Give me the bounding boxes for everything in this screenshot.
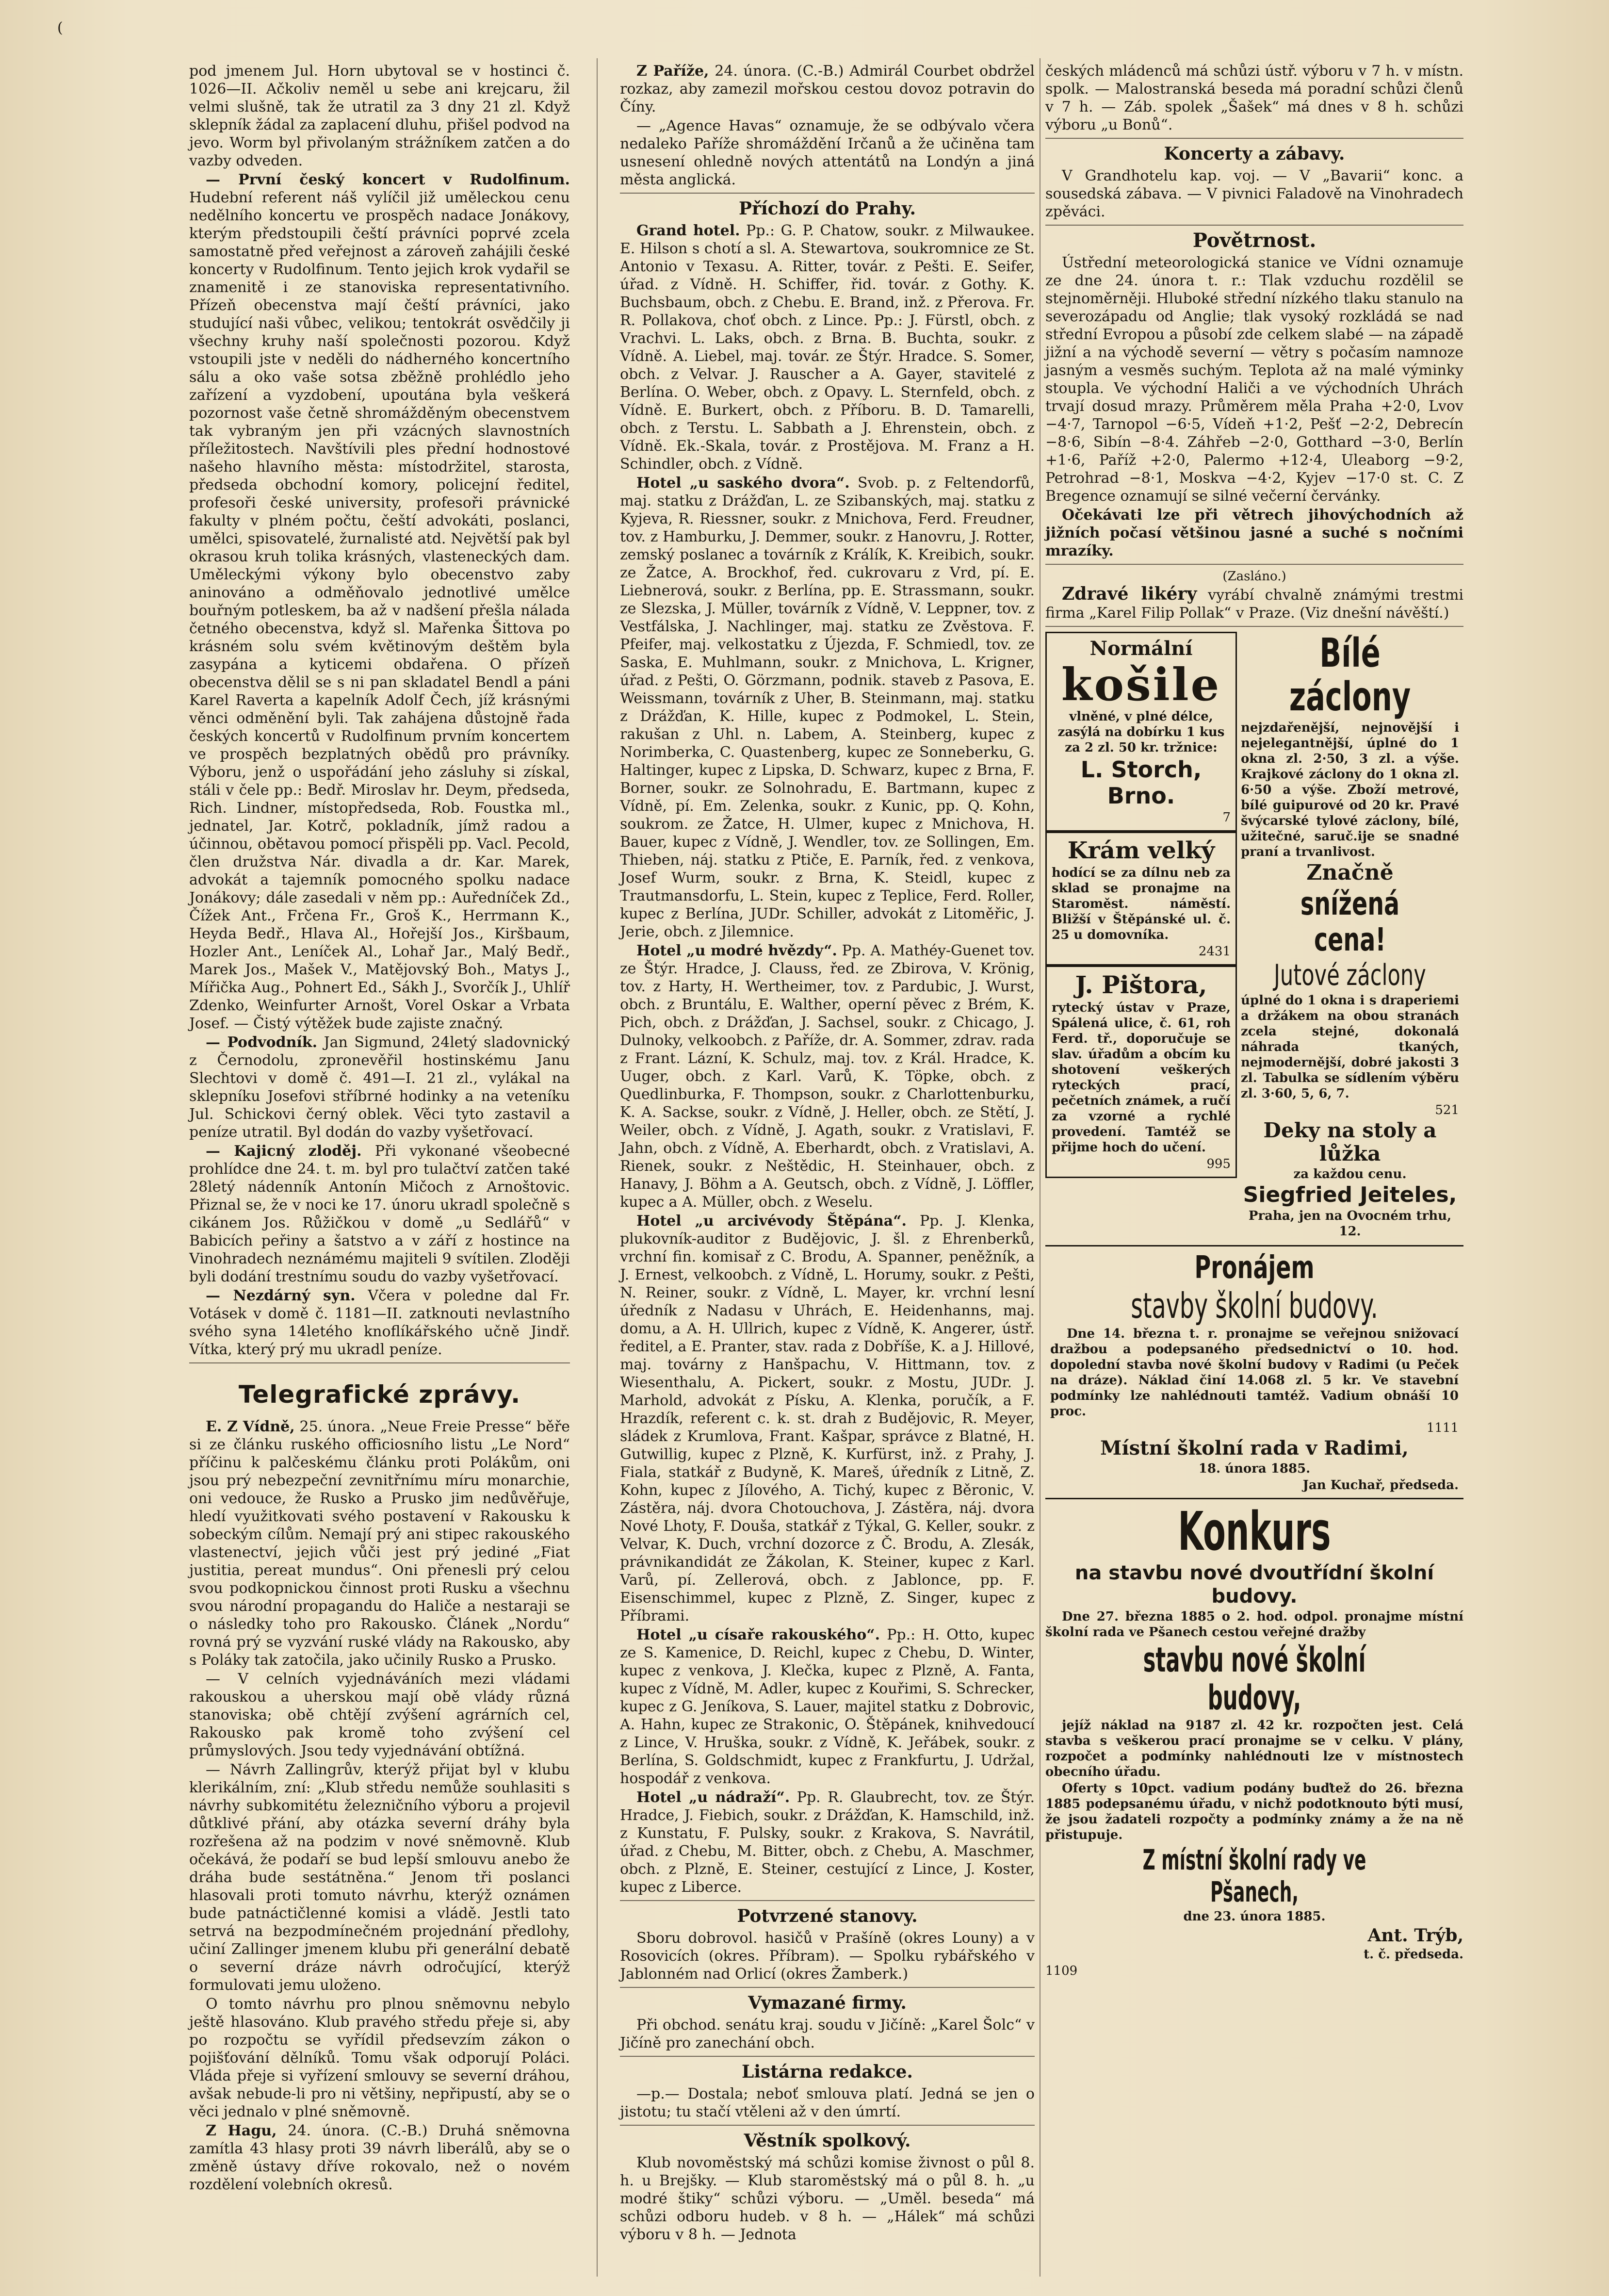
ad-kram: [1045, 832, 1237, 966]
tele-paris: [620, 62, 1035, 116]
ad-zaclony-jutove-body: úplné do 1 okna i s draperiemi a držákem na obou stranách zcela stejné, dokonalá náhrada tkaných, nejmodernější, dobré jakosti 3 zl. Tabulka se sídlením výběru zl. 3·60, 5, 6, 7.: [1241, 993, 1459, 1101]
ad-konkurs-stavbu: stavbu nové školní budovy,: [1143, 1640, 1366, 1718]
ad-zaclony-cena: za každou cenu.: [1293, 1167, 1407, 1181]
hotel-arcivevody-text: Pp. J. Klenka, plukovník-auditor z Budějovic, J. šl. z Ehrenberků, vrchní fin. komisař z C. Brodu, A. Spanner, peněžník, a J. Ernest, velkoobch. z Vídně, L. Horumy, soukr. z Pešti, N. Reiner, soukr. z Vídně, L. Mayer, kr. vrchní lesní úředník z Nadasu v Uhrách, E. Heidenhanns, maj. domu, a A. H. Ullrich, kupec z Vídně, K. Angerer, ústř. ředitel, a E. Pranter, stav. rada z Dobříše, K. a J. Hillové, maj. továrny z Hanšpachu, V. Hittmann, tov. z Wiesenthalu, A. Pickert, soukr. z Mostu, JUDr. J. Marhold, advokát z Písku, A. Klenka, poručík, a F. Hrazdík, referent c. k. st. drah z Budějovic, R. Meyer, sládek z Krumlova, Frant. Kašpar, správce z Blatné, H. Gutwillig, kupec z Plzně, K. Kurfürst, inž. z Prahy, J. Fiala, statkář z Budyně, K. Mareš, úředník z Litně, Z. Kohn, kupec z Jílového, A. Tichý, kupec z Běronic, V. Zástěra, náj. dvora Chotouchova, J. Zástěra, náj. dvora Nové Lhoty, F. Douša, statkář z Týkal, G. Keller, soukr. z Velvar, K. Duch, vrchní dozorce z Č. Brodu, A. Zlesák, právnikandidát ze Žákolan, K. Steiner, kupec z Karl. Varů, pí. Zellerová, obch. z Jablonce, pp. F. Eisenschimmel, kupec z Plzně, Z. Singer, kupec z Příbrami.: [620, 1213, 1035, 1624]
zaslano-label: (Zasláno.): [1222, 569, 1286, 584]
ad-pistora-title: J. Pištora,: [1075, 970, 1207, 999]
divider: [1045, 564, 1463, 565]
ad-konkurs-rada-wrap: [1045, 1844, 1463, 1908]
article-podvodnik-lead: — Podvodník.: [206, 1034, 318, 1051]
ad-kosile-num: 7: [1222, 810, 1231, 825]
hotel-nadrazi-text: Pp. R. Glaubrecht, tov. ze Štýr. Hradce, J. Fiebich, soukr. z Drážďan, K. Hamschild, inž. z Kunstatu, F. Pulsky, soukr. z Krakova, S. Navrátil, úřad. z Chebu, M. Bitter, obch. z Chebu, A. Maschmer, obch. z Plzně, E. Steiner, cestující z Lince, J. Koster, kupec z Liberce.: [620, 1789, 1035, 1896]
zaslano-text: [1045, 585, 1463, 622]
ad-zaclony: [1241, 632, 1459, 1240]
hotel-cisare-text: Pp.: H. Otto, kupec ze S. Kamenice, D. Reichl, kupec z Chebu, D. Winter, kupec z venkova, J. Klečka, kupec z Plzně, A. Fanta, kupec z Vídně, M. Adler, kupec z Kouřimi, S. Schrecker, kupec z G. Jeníkova, S. Lauer, majitel statku z Dobrovic, A. Hahn, kupec ze Strakonic, O. Štěpánek, knihvedoucí z Lince, V. Hruška, soukr. z Vídně, K. Jeřábek, soukr. z Berlína, S. Goldschmidt, kupec z Frankfurtu, J. Udržal, hospodář z venkova.: [620, 1626, 1035, 1787]
ad-zaclony-address: Praha, jen na Ovocném trhu, 12.: [1248, 1209, 1452, 1239]
article-podvodnik-text: Jan Sigmund, 24letý sladovnický z Černodolu, zpronevěřil hostinskému Janu Slechtovi v domě č. 491—I. 21 zl., vylákal na sklepníku Josefovi stříbrné hodinky a na veteníku Jul. Schickovi černý oblek. Věci tyto zastavil a peníze utratil. Byl dodán do vazby vyšetřovací.: [189, 1034, 570, 1141]
article-horn: pod jmenem Jul. Horn ubytoval se v hostinci č. 1026—II. Ačkoliv neměl u sebe ani krejcaru, žil velmi slušně, tak že utratil za 3 dny 21 zl. Když sklepník žádal za zaplacení dluhu, přišel podvod na jevo. Worm byl přivolaným strážníkem zatčen a do vazby odveden.: [189, 63, 570, 169]
hotel-arcivevody-lead: Hotel „u arcivévody Štěpána“.: [636, 1213, 907, 1230]
tele-vienna-text: 25. února. „Neue Freie Presse“ běře si ze článku ruského officiosního listu „Le Nord“ příčinu k palčeskému článku proti Polákům, oni jsou prý nebezpeční zevnitřnímu míru monarchie, oni vedouce, že Rusko a Prusko jim nedůvěřuje, hledí využitkovati svého postavení v Rakousku k sobeckým cílům. Nemají prý ani stipec rakouského vlastenectví, jejich vůči jest prý jediné „Fiat justitia, pereat mundus“. Oni přenesli prý celou svou podkopnickou činnost proti Rusku a všechnu svou národní propagandu do Haliče a nestaraji se o následky toho pro Rakousko. Článek „Nordu“ rovná prý se vyzvání ruské vlády na Rakousko, aby s Poláky tak zatočila, jako učinily Rusko a Prusko.: [189, 1418, 570, 1669]
section-title-koncerty: Koncerty a zábavy.: [1164, 144, 1345, 164]
hotel-modre-lead: Hotel „u modré hvězdy“.: [636, 942, 837, 959]
ad-kosile-body: vlněné, v plné délce, zasýlá na dobírku 1 kus za 2 zl. 50 kr. tržnice:: [1057, 709, 1225, 755]
hotel-cisare: [620, 1626, 1035, 1788]
ad-pronajem-body: Dne 14. března t. r. pronajme se veřejnou snižovací dražbou a podepsaného předsednictví o 10. hod. dopolední stavba nové školní budovy v Radimi (u Peček na dráze). Náklad činí 14.068 zl. 5 kr. Ve stavební podmínky lze nahlédnouti tamtéž. Vadium obnáší 10 proc.: [1050, 1327, 1459, 1419]
hotel-modre-hvezdy: [620, 942, 1035, 1211]
ad-pronajem-signature: Jan Kuchař, předseda.: [1302, 1478, 1459, 1492]
vestnik-continued: českých mládenců má schůzi ústř. výboru v 7 h. v místn. spolk. — Malostranská beseda má poradní schůzi členů v 7 h. — Záb. spolek „Šašek“ má dnes v 8 h. schůzi výboru „u Bonů“.: [1045, 63, 1463, 133]
divider: [620, 193, 1035, 194]
hotel-arcivevody: [620, 1212, 1035, 1625]
tele-hague-lead: Z Hagu,: [206, 2122, 277, 2139]
tele-zallinger: — Návrh Zallingrův, kterýž přijat byl v klubu klerikálním, zní: „Klub středu nemůže souhlasiti s návrhy subkomitétu železničního výboru a projevil důtklivé přání, aby otázka severní dráhy byla rozřešena až na podzim v nové sněmovně. Klub očekává, že podaří se bud lepší smlouvu anebo že dráha bude sestátněna.“ Jenom tři poslanci hlasovali proti tomuto návrhu, kterýž oznámen bude patnáctičlenné komisi a vládě. Jestli tato setrvá na bezpodmínečném projednání předlohy, učiní Zallinger jmenem klubu při generální debatě o severní dráze návrh odročující, kterýž formulovati jemu uloženo.: [189, 1761, 570, 1994]
ad-zaclony-znacne: Značně: [1306, 860, 1394, 885]
ad-zaclony-title-wrap: [1241, 632, 1459, 719]
ad-zaclony-body: nejzdařenější, nejnovější i nejelegantnější, úplné do 1 okna zl. 2·50, 3 zl. a výše. Krajkové záclony do 1 okna zl. 6·50 a výše. Zboží metrové, bílé guipurové od 20 kr. Pravé švýcarské tylové záclony, bílé, užitečné, saruč.ije se snadné praní a trvanlivost.: [1241, 721, 1459, 859]
ad-konkurs-date: dne 23. února 1885.: [1183, 1909, 1326, 1924]
ad-konkurs-num: 1109: [1045, 1964, 1078, 1978]
tele-vienna: [189, 1418, 570, 1669]
hotel-grand-text: Pp.: G. P. Chatow, soukr. z Milwaukee. E. Hilson s chotí a sl. A. Stewartova, soukromnice ze St. Antonio v Texasu. A. Ritter, továr. z Pešti. E. Seifer, úřad. z Vídně. H. Schiffer, řid. továr. z Gothy. K. Buchsbaum, obch. z Chebu. E. Brand, inž. z Přerova. Fr. R. Pollakova, choť obch. z Lince. Pp.: J. Fürstl, obch. z Vrachvi. L. Laks, obch. z Brna. B. Buchta, soukr. z Vídně. A. Liebel, maj. továr. ze Štýr. Hradce. S. Somer, obch. z Velvar. J. Rauscher a A. Gayer, stavitelé z Berlína. O. Weber, obch. z Opavy. L. Sternfeld, obch. z Vídně. E. Burkert, obch. z Příboru. B. D. Tamarelli, obch. z Terstu. L. Sabbath a J. Ehrenstein, obch. z Vídně. Ek.-Skala, továr. z Prostějova. M. Franz a H. Schindler, obch. z Vídně.: [620, 222, 1035, 473]
zaslano-body: vyrábí chvalně známými trestmi firma „Karel Filip Pollak“ v Praze. (Viz dnešní návěští.): [1045, 587, 1463, 622]
ad-kram-title: Krám velký: [1067, 837, 1215, 864]
tele-klub: O tomto návrhu pro plnou sněmovnu nebylo ještě hlasováno. Klub pravého středu přeje si, aby po rozpočtu se vyřídil předsevzím zákon o pojišťování dělníků. Tomu však odporují Poláci. Vláda přeje si vyřízení smlouvy se severní dráhou, avšak nebude-li pro ni většiny, nepřipustí, aby se o věci jednalo v plné sněmovně.: [189, 1996, 570, 2120]
section-title-vestnik: Věstník spolkový.: [744, 2131, 911, 2151]
ad-kosile-title1: Normální: [1089, 637, 1193, 660]
article-koncert: [189, 171, 570, 1033]
column-2: [620, 62, 1035, 2245]
margin-mark: (: [57, 19, 63, 36]
ad-pronajem-title: Pronájem: [1194, 1250, 1315, 1286]
tele-cla: — V celních vyjednáváních mezi vládami rakouskou a uherskou mají obě vlády různá stanoviska; obě chtějí zvýšení agrárních cel, Rakousko pak kromě toho zvýšení cel průmyslových. Jsou tedy vyjednávání obtížná.: [189, 1671, 570, 1759]
vestnik-text: Klub novoměstský má schůzi komise živnost o půl 8. h. u Brejšky. — Klub staroměstský má o půl 8. h. „u modré štiky“ schůzi výboru. — „Uměl. beseda“ má schůzi odboru hudeb. v 8 h. — „Hálek“ má schůzi výboru v 8 h. — Jednota: [620, 2154, 1035, 2243]
ad-pronajem-subtitle: stavby školní budovy.: [1131, 1285, 1378, 1326]
article-zlodej: [189, 1142, 570, 1286]
ad-pronajem: [1045, 1245, 1463, 1499]
ad-kram-body: hodící se za dílnu neb za sklad se pronajme na Staroměst. náměstí. Bližší v Štěpánské ul. č. 25 u domovníka.: [1052, 866, 1231, 942]
ad-zaclony-num: 521: [1435, 1103, 1459, 1117]
firmy-text: Při obchod. senátu kraj. soudu v Jičíně: „Karel Šolc“ v Jičíně pro zanechání obch.: [620, 2017, 1035, 2051]
hotel-saskeho-text: Svob. p. z Feltendorfů, maj. statku z Drážďan, L. ze Szibanských, maj. statku z Kyjeva, R. Riessner, soukr. z Mnichova, Ferd. Freudner, tov. z Hamburku, J. Demmer, soukr. z Hanovru, J. Rotter, zemský poslanec a továrník z Králík, K. Kreibich, soukr. ze Žatce, A. Brockhof, řed. cukrovaru z Vrd, pí. E. Liebnerová, soukr. z Berlína, pp. E. Strassmann, soukr. ze Slezska, J. Müller, továrník z Vídně, V. Leppner, tov. z Vestfálska, J. Nachlinger, maj. statku ze Zvěstova. F. Pfeifer, maj. velkostatku z Újezda, F. Schmiedl, tov. ze Saska, E. Muhlmann, soukr. z Mnichova, L. Krigner, úřad. z Pešti, O. Görzmann, podnik. staveb z Pasova, E. Weissmann, továrník z Uher, B. Steinmann, maj. statku z Drážďan, K. Hille, kupec z Podmokel, L. Stein, rakušan z Uhl. n. Labem, A. Steinberg, kupec z Norimberka, C. Quastenberg, kupec ze Sonneberku, G. Haltinger, kupec z Lipska, D. Schwarz, kupec z Brna, F. Borner, soukr. ze Solnohradu, E. Bartmann, kupec z Vídně, pí. Em. Zelenka, soukr. z Kunic, pp. Q. Kohn, soukrom. ze Žatce, H. Ulmer, kupec z Mnichova, H. Bauer, kupec z Vídně, J. Wendler, tov. ze Sollingen, Em. Thieben, náj. statku z Ptiče, E. Parník, řed. z venkova, Josef Wurm, soukr. z Brna, K. Steidl, kupec z Trautmansdorfu, L. Stein, kupec z Teplice, Ferd. Roller, kupec z Berlína, JUDr. Schiller, advokát z Litoměřic, J. Jerie, obch. z Jilemnice.: [620, 475, 1035, 940]
hotel-grand: [620, 222, 1035, 473]
hotel-cisare-lead: Hotel „u císaře rakouského“.: [636, 1626, 880, 1643]
article-koncert-text: Hudební referent náš vylíčil již uměleckou cenu nedělního koncertu ve prospěch nadace Jonákovy, kterým předstoupili čeští právníci poprvé zcela samostatně před veřejnost a zároveň zahájili české koncerty v Rudolfinum. Tento jejich krok vydařil se znamenitě i ze stanoviska representativního. Přízeň obecenstva mají čeští právníci, jako studující naši vůbec, velikou; tentokrát osvědčily ji všechny kruhy naší společnosti pozorou. Když vstoupili jste v neděli do nádherného koncertního sálu a oko vaše sotsa zběžně prohlédlo jeho zařízení a vyzdobení, upoutána byla veškerá pozornost vaše četně shromážděným obecenstvem tak vybraným jen při vzácných slavnostních příležitostech. Navštívili ples přední hodnostové našeho hlavního města: místodržitel, starosta, předseda obchodní komory, policejní ředitel, profesoři české university, profesoři právnické fakulty v plném počtu, čeští advokáti, poslanci, umělci, spisovatelé, žurnalisté atd. Největší pak byl okrasou kruh tolika krásných, vlasteneckých dam. Uměleckými výkony bylo obecenstvo zaby aninováno a odměňovalo jednotlivé umělce bouřným potleskem, ba až v nadšení přešla nálada četného obecenstva, když sl. Mařenka Šittova po krásném solu svém květinovým deštěm byla zasypána a kyticemi obdařena. O přízeň obecenstva dělil se s ni pan skladatel Bendl a páni Karel Raverta a kapelník Adolf Čech, jíž krásnými věnci odměnění byli. Tak zahájena důstojně řada českých koncertů v Rudolfinum prvním koncertem ve prospěch bezplatných obědů pro právníky. Výboru, jenž o uspořádání jeho zásluhy si získal, stáli v čele pp.: Bedř. Miroslav hr. Deym, předseda, Rich. Lindner, místopředseda, Rob. Foustka ml., jednatel, Jar. Kotrč, pokladník, jímž radou a účinnou, obětavou pomocí přispěli pp. Vacl. Pecold, člen družstva Nár. divadla a dr. Kar. Marek, advokát a tajemník pomocného spolku nadace Jonákovy; dále zasedali v něm pp.: Auředníček Zd., Čížek Ant., Frčena Fr., Groš K., Herrmann K., Heyda Bedř., Hlava Al., Hořejší Jos., Kiršbaum, Hozler Ant., Leníček Al., Lohař Jar., Malý Bedř., Marek Jos., Mašek V., Matějovský Boh., Matys J., Mířička Aug., Pohnert Ed., Sákh J., Svorčík J., Uhlíř Zdenko, Weinfurter Arnošt, Vorel Oskar a Vrbata Josef. — Čistý výtěžek bude zajiste značný.: [189, 189, 570, 1032]
ad-kosile-firm: L. Storch, Brno.: [1080, 756, 1202, 809]
listarna-text: —p.— Dostala; neboť smlouva platí. Jedná se jen o jistotu; tu stačí vtěleni až v den úmrtí.: [620, 2085, 1035, 2120]
column-rule-1: [597, 58, 598, 2277]
ad-konkurs-body: jejíž náklad na 9187 zl. 42 kr. rozpočten jest. Celá stavba s veškerou prací pronajme se v celku. V plány, rozpočet a podmínky nahlédnouti lze v místnostech obecního úřadu.: [1045, 1718, 1463, 1779]
tele-vienna-lead: E. Z Vídně,: [206, 1418, 295, 1435]
ad-zaclony-jutove: Jutové záclony: [1274, 958, 1426, 992]
ad-konkurs: [1045, 1502, 1463, 1979]
tele-paris-lead: Z Paříže,: [636, 63, 709, 80]
ad-zaclony-deky: Deky na stoly a lůžka: [1263, 1118, 1437, 1165]
tele-hague: [189, 2122, 570, 2194]
section-title-povetrnost: Povětrnost.: [1192, 229, 1316, 252]
column-3: [1045, 62, 1463, 1980]
divider: [1045, 225, 1463, 226]
divider: [1045, 138, 1463, 139]
divider: [620, 2056, 1035, 2057]
ad-kosile: [1045, 632, 1237, 832]
hotel-nadrazi-lead: Hotel „u nádraží“.: [636, 1789, 790, 1806]
ad-konkurs-role: t. č. předseda.: [1364, 1947, 1463, 1962]
section-title-firmy: Vymazané firmy.: [748, 1993, 907, 2013]
ad-konkurs-intro: Dne 27. března 1885 o 2. hod. odpol. pronajme místní školní rada ve Pšanech cestou veřejné dražby: [1045, 1609, 1463, 1640]
section-title-prichozi: Příchozí do Prahy.: [738, 198, 916, 219]
ad-kosile-title2: košile: [1061, 658, 1221, 711]
ad-pistora-body: rytecký ústav v Praze, Spálená ulice, č. 61, roh Ferd. tř., doporučuje se slav. úřadům a obcím ku shotovení veškerých ryteckých prací, pečetních známek, a ručí za vzorné a rychlé provedení. Tamtéž se přijme hoch do učení.: [1052, 1000, 1231, 1155]
section-title-listarna: Listárna redakce.: [742, 2062, 913, 2082]
ad-zaclony-jutove-wrap: [1241, 959, 1459, 992]
section-title-stanovy: Potvrzené stanovy.: [737, 1906, 918, 1926]
ad-konkurs-rada: Z místní školní rady ve Pšanech,: [1142, 1843, 1366, 1908]
ad-zaclony-title: Bílé záclony: [1289, 630, 1411, 720]
column-1: [189, 62, 570, 2195]
ad-pistora-num: 995: [1206, 1157, 1231, 1171]
article-syn: [189, 1287, 570, 1359]
zaslano-lead: Zdravé likéry: [1062, 584, 1197, 604]
divider: [620, 1987, 1035, 1988]
hotel-nadrazi: [620, 1788, 1035, 1896]
ad-pronajem-num: 1111: [1426, 1421, 1459, 1435]
divider: [620, 2125, 1035, 2126]
article-zlodej-text: Při vykonané všeobecné prohlídce dne 24. t. m. byl pro tulačtví zatčen také 28letý nádenník Antonín Mičoch z Arnoštovic. Přiznal se, že v noci ke 17. únoru ukradl společně s cikánem Jos. Růžičkou v domě „u Sedlářů“ v Babicích peřiny a šatstvo a v září z hostince na Vinohradech neznámému majiteli 9 svítilen. Zloději byli dodání trestnímu soudu do vazby vyšetřovací.: [189, 1143, 570, 1285]
ad-left-stack: [1045, 632, 1237, 1240]
divider: [189, 1362, 570, 1363]
article-podvodnik: [189, 1033, 570, 1141]
ad-pronajem-subtitle-wrap: [1050, 1286, 1459, 1325]
ad-row-1: [1045, 632, 1463, 1240]
hotel-saskeho-lead: Hotel „u saského dvora“.: [636, 475, 850, 492]
article-koncert-lead: — První český koncert v Rudolfinum.: [206, 171, 570, 188]
koncerty-text: V Grandhotelu kap. voj. — V „Bavarii“ konc. a sousedská zábava. — V pivnici Faladově na Vinohradech zpěváci.: [1045, 167, 1463, 220]
ad-konkurs-stavbu-wrap: [1045, 1641, 1463, 1717]
ad-pronajem-title-wrap: [1050, 1250, 1459, 1285]
ad-zaclony-snizena: snížená cena!: [1300, 885, 1400, 958]
hotel-saskeho-dvora: [620, 474, 1035, 941]
tele-paris-text: 24. února. (C.-B.) Admirál Courbet obdržel rozkaz, aby zamezil mořskou cestou dovoz potravin do Číny.: [620, 63, 1035, 115]
povetrnost-text: Ústřední meteorologická stanice ve Vídni oznamuje ze dne 24. února t. r.: Tlak vzduchu rozdělil se stejnoměrněji. Hluboké střední nízkého tlaku stanulo na severozápadu od Anglie; tlak vysoký rozkládá se nad střední Evropou a působí zde celkem slabé — na západě jižní a na východě severní — větry s počasím namnoze jasným a vesměs suchým. Teplota až na malé výminky stoupla. Ve východní Haliči a ve východních Uhrách trvají dosud mrazy. Průměrem měla Praha +2·0, Lvov −4·7, Tarnopol −6·5, Vídeň +1·2, Pešť −2·2, Debrecín −8·6, Sibín −8·4. Záhřeb −2·0, Gotthard −3·0, Berlín +1·6, Paříž +2·0, Palermo +12·4, Uleaborg −9·2, Petrohrad −8·1, Moskva −4·2, Kyjev −17·0 st. C. Z Bregence oznamují se silné večerní červánky.: [1045, 254, 1463, 505]
ad-konkurs-signature: Ant. Trýb,: [1367, 1925, 1463, 1946]
divider: [1045, 626, 1463, 627]
ad-konkurs-oferty: Oferty s 10pct. vadium podány buďtež do 26. března 1885 podepsanému úřadu, v nichž podotknouto býti musí, že jsou žadateli rozpočty a podmínky známy a že na ně přistupuje.: [1045, 1781, 1463, 1842]
hotel-modre-text: Pp. A. Mathéy-Guenet tov. ze Štýr. Hradce, J. Clauss, řed. ze Zbirova, V. Krönig, tov. z Harty, H. Wertheimer, tov. z Pardubic, J. Wurst, obch. z Bruntálu, E. Walther, operní pěvec z Brém, K. Pich, obch. z Drážďan, J. Sachsel, soukr. z Chicago, J. Dulnoky, velkoobch. z Paříže, dr. A. Sommer, zdrav. rada z Frant. Lázní, K. Schulz, maj. tov. z Král. Hradce, K. Uuger, obch. z Karl. Varů, K. Töpke, obch. z Quedlinburka, F. Thompson, soukr. z Charlottenburku, K. A. Sackse, soukr. z Vídně, J. Heller, obch. ze Stětí, J. Weiler, obch. z Vídně, J. Agath, soukr. z Vratislavi, F. Jahn, obch. z Vídně, A. Eberhardt, obch. z Vratislavi, A. Rienek, soukr. z Neštědic, H. Steinhauer, obch. z Hanavy, J. Böhm a A. Geutsch, obch. z Vídně, J. Löffler, kupec a A. Müller, obch. z Weselu.: [620, 942, 1035, 1211]
article-syn-lead: — Nezdárný syn.: [206, 1287, 356, 1304]
hotel-grand-lead: Grand hotel.: [636, 222, 740, 239]
article-zlodej-lead: — Kajicný zloděj.: [206, 1143, 362, 1160]
ad-konkurs-title-wrap: [1045, 1502, 1463, 1560]
ad-pronajem-date: 18. února 1885.: [1198, 1461, 1311, 1476]
ad-pronajem-rada: Místní školní rada v Radimi,: [1100, 1437, 1409, 1460]
povetrnost-forecast: Očekávati lze při větrech jihovýchodních až jižních počasí většinou jasné a suché s nočními mrazíky.: [1045, 507, 1463, 559]
divider: [620, 1900, 1035, 1901]
tele-havas: — „Agence Havas“ oznamuje, že se odbývalo včera nedaleko Paříže shromáždění Irčanů a že učiněna tam usnesení ohledně nových attentátů na Londýn a jiná města anglická.: [620, 117, 1035, 188]
ad-kram-num: 2431: [1198, 944, 1231, 959]
ad-pistora: [1045, 966, 1237, 1178]
ad-konkurs-subtitle: na stavbu nové dvoutřídní školní budovy.: [1074, 1562, 1434, 1607]
ad-konkurs-title: Konkurs: [1178, 1500, 1331, 1562]
section-title-telegraficke: Telegrafické zprávy.: [238, 1380, 521, 1409]
article-syn-text: Včera v poledne dal Fr. Votásek v domě č. 1181—II. zatknouti nevlastního svého syna 14letého knoflíkářského učně Jindř. Vítka, který prý mu ukradl peníze.: [189, 1287, 570, 1358]
ad-zaclony-snizena-wrap: [1241, 886, 1459, 958]
tele-hague-text: 24. února. (C.-B.) Druhá sněmovna zamítla 43 hlasy proti 39 návrh liberálů, aby se o změně ústavy dříve rokovalo, než o novém rozdělení volebních okresů.: [189, 2122, 570, 2193]
ad-zaclony-firm: Siegfried Jeiteles,: [1243, 1182, 1457, 1207]
stanovy-text: Sboru dobrovol. hasičů v Prašíně (okres Louny) a v Rosovicích (okres. Příbram). — Spolku rybářského v Jablonném nad Orlicí (okres Žamberk.): [620, 1930, 1035, 1983]
